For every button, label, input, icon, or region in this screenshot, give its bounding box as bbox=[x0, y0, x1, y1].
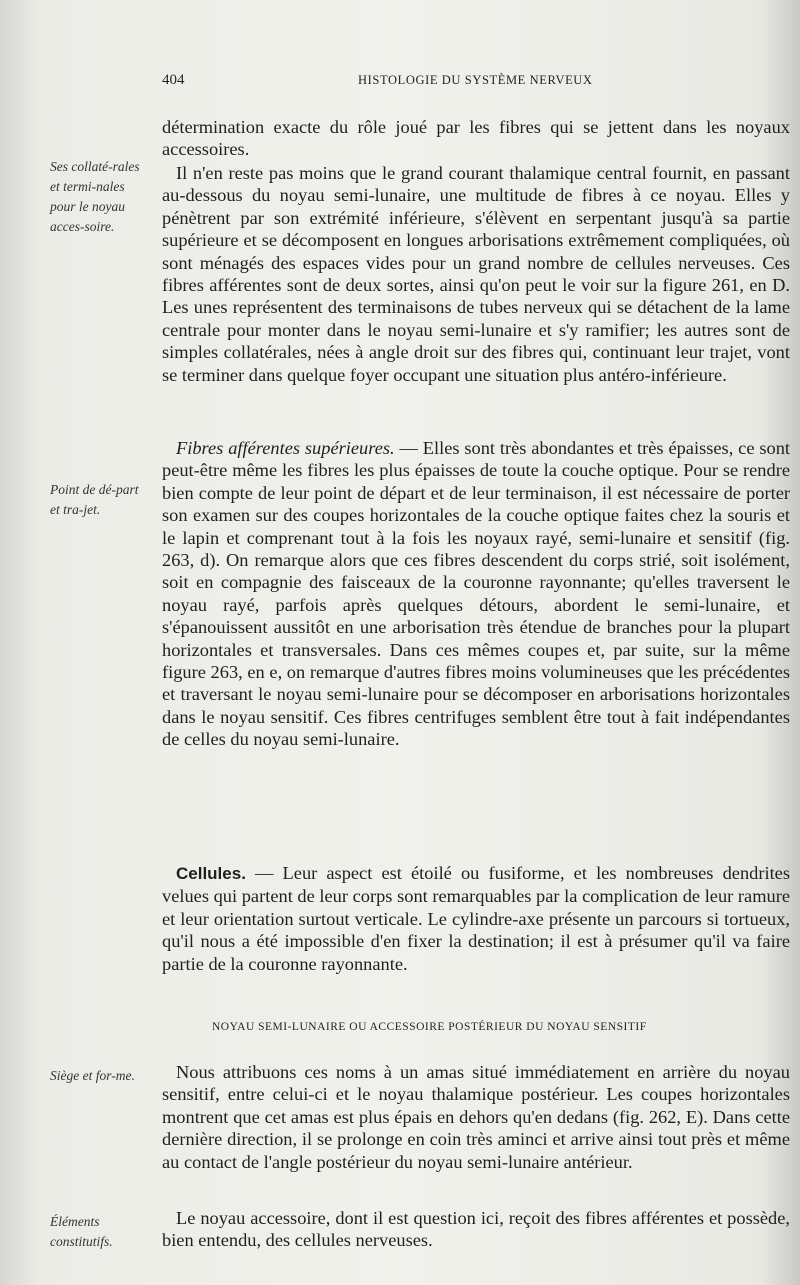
paragraph-cellules bbox=[162, 862, 790, 975]
paragraph-5: Nous attribuons ces noms à un amas situé immédiatement en arrière du noyau sensitif, entre celui-ci et le noyau thalamique postérieur. Les coupes horizontales montrent que cet amas est plus épais en dehors qu'en dedans (fig. 262, E). Dans cette dernière direction, il se prolonge en coin très aminci et arrive ainsi tout près et même au contact de l'angle postérieur du noyau semi-lunaire antérieur. bbox=[162, 1062, 790, 1172]
paragraph-3-lead: Fibres afférentes supérieures. bbox=[176, 438, 395, 458]
margin-note-point-de-depart: Point de dé-part et tra-jet. bbox=[50, 482, 139, 517]
section-heading: NOYAU SEMI-LUNAIRE OU ACCESSOIRE POSTÉRIEUR DU NOYAU SENSITIF bbox=[212, 1021, 647, 1033]
page-header bbox=[162, 72, 782, 96]
cellules-heading: Cellules. bbox=[176, 864, 246, 883]
paragraph-2: Il n'en reste pas moins que le grand courant thalamique central fournit, en passant au-dessous du noyau semi-lunaire, une multitude de fibres à ce noyau. Elles y pénètrent par son extrémité inférieure, s'élèvent en serpentant jusqu'à sa partie supérieure et se décomposent en longues arborisations extrêmement compliquées, où sont ménagés des espaces vides pour un grand nombre de cellules nerveuses. Ces fibres afférentes sont de deux sortes, ainsi qu'on peut le voir sur la figure 261, en D. Les unes représentent des terminaisons de tubes nerveux qui se détachent de la lame centrale pour monter dans le noyau semi-lunaire et s'y ramifier; les autres sont de simples collatérales, nées à angle droit sur des fibres qui, continuant leur trajet, vont se terminer dans quelque foyer occupant une situation plus antéro-inférieure. bbox=[162, 163, 790, 385]
running-title: HISTOLOGIE DU SYSTÈME NERVEUX bbox=[358, 73, 593, 87]
paragraph-1: détermination exacte du rôle joué par les fibres qui se jettent dans les noyaux accessoires. bbox=[162, 117, 790, 160]
paragraph-6: Le noyau accessoire, dont il est question ici, reçoit des fibres afférentes et possède, bien entendu, des cellules nerveuses. bbox=[162, 1208, 790, 1251]
paragraph-3-body: — Elles sont très abondantes et très épaisses, ce sont peut-être même les fibres les plus épaisses de toute la couche optique. Pour se rendre bien compte de leur point de départ et de leur terminaison, il est nécessaire de porter son examen sur des coupes horizontales de la couche optique faites chez la souris et le lapin et comprenant tout à la fois les noyaux rayé, semi-lunaire et sensitif (fig. 263, d). On remarque alors que ces fibres descendent du corps strié, soit isolément, soit en compagnie des faisceaux de la couronne rayonnante; qu'elles traversent le noyau rayé, parfois après quelques détours, abordent le semi-lunaire, et s'épanouissent aussitôt en une arborisation très étendue de branches pour la plupart horizontales et transversales. Dans ces mêmes coupes et, par suite, sur la même figure 263, en e, on remarque d'autres fibres moins volumineuses que les précédentes et traversant le noyau semi-lunaire pour se décomposer en arborisations horizontales dans le noyau sensitif. Ces fibres centrifuges semblent être tout à fait indépendantes de celles du noyau semi-lunaire. bbox=[162, 438, 791, 750]
page-number: 404 bbox=[162, 72, 185, 88]
margin-note-siege: Siège et for-me. bbox=[50, 1068, 135, 1083]
paragraph-3 bbox=[162, 437, 790, 751]
margin-note-collaterales: Ses collaté-rales et termi-nales pour le noyau acces-soire. bbox=[50, 159, 140, 234]
margin-note-elements: Éléments constitutifs. bbox=[50, 1214, 113, 1249]
paragraph-cellules-body: — Leur aspect est étoilé ou fusiforme, et les nombreuses dendrites velues qui partent de leur corps sont remarquables par la complication de leur ramure et leur orientation surtout verticale. Le cylindre-axe présente un parcours si tortueux, qu'il nous a été impossible d'en fixer la destination; il est à présumer qu'il va faire partie de la couronne rayonnante. bbox=[162, 863, 790, 974]
